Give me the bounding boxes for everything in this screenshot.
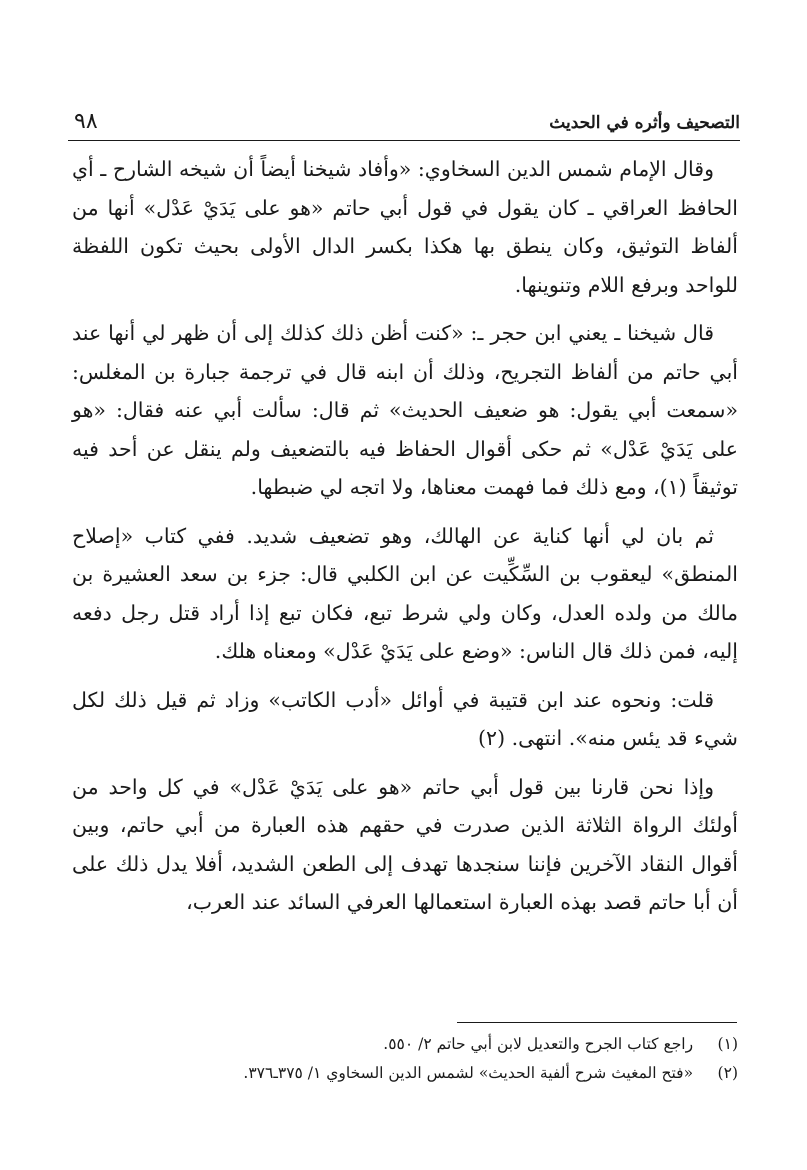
body-text <box>72 150 738 932</box>
footnote-2 <box>72 1059 738 1088</box>
footnote-1 <box>72 1030 738 1059</box>
page-number: ٩٨ <box>74 109 98 134</box>
page-header <box>68 108 740 141</box>
paragraph-2: قال شيخنا ـ يعني ابن حجر ـ: «كنت أظن ذلك كذلك إلى أن ظهر لي أنها عند أبي حاتم من ألفاظ التجريح، وذلك أن ابنه قال في ترجمة جبارة بن المغلس: «سمعت أبي يقول: هو ضعيف الحديث» ثم قال: سألت أبي عنه فقال: «هو على يَدَيْ عَدْل» ثم حكى أقوال الحفاظ فيه بالتضعيف ولم ينقل عن أحد فيه توثيقاً (١)، ومع ذلك فما فهمت معناها، ولا اتجه لي ضبطها. <box>72 321 738 499</box>
running-title: التصحيف وأثره في الحديث <box>549 113 740 133</box>
footnote-number: (١) <box>717 1035 738 1053</box>
paragraph-3: ثم بان لي أنها كناية عن الهالك، وهو تضعيف شديد. ففي كتاب «إصلاح المنطق» ليعقوب بن السِّكِّيت عن ابن الكلبي قال: جزء بن سعد العشيرة بن مالك من ولده العدل، وكان ولي شرط تبع، فكان تبع إذا أراد قتل رجل دفعه إليه، فمن ذلك قال الناس: «وضع على يَدَيْ عَدْل» ومعناه هلك. <box>72 523 738 663</box>
footnote-divider <box>457 1022 737 1023</box>
paragraph-1: وقال الإمام شمس الدين السخاوي: «وأفاد شيخنا أيضاً أن شيخه الشارح ـ أي الحافظ العراقي ـ كان يقول في قول أبي حاتم «هو على يَدَيْ عَدْل» أنها من ألفاظ التوثيق، وكان ينطق بها هكذا بكسر الدال الأولى بحيث تكون اللفظة للواحد وبرفع اللام وتنوينها. <box>72 157 738 297</box>
footnotes <box>72 1030 738 1088</box>
paragraph-4: قلت: ونحوه عند ابن قتيبة في أوائل «أدب الكاتب» وزاد ثم قيل ذلك لكل شيء قد يئس منه». انتهى. (٢) <box>72 687 738 750</box>
footnote-text: «فتح المغيث شرح ألفية الحديث» لشمس الدين السخاوي ١/ ٣٧٥ـ٣٧٦. <box>243 1064 694 1082</box>
paragraph-5: وإذا نحن قارنا بين قول أبي حاتم «هو على يَدَيْ عَدْل» في كل واحد من أولئك الرواة الثلاثة الذين صدرت في حقهم هذه العبارة من أبي حاتم، وبين أقوال النقاد الآخرين فإننا سنجدها تهدف إلى الطعن الشديد، أفلا يدل ذلك على أن أبا حاتم قصد بهذه العبارة استعمالها العرفي السائد عند العرب، <box>72 774 738 914</box>
footnote-number: (٢) <box>717 1064 738 1082</box>
footnote-text: راجع كتاب الجرح والتعديل لابن أبي حاتم ٢/ ٥٥٠. <box>383 1035 694 1053</box>
